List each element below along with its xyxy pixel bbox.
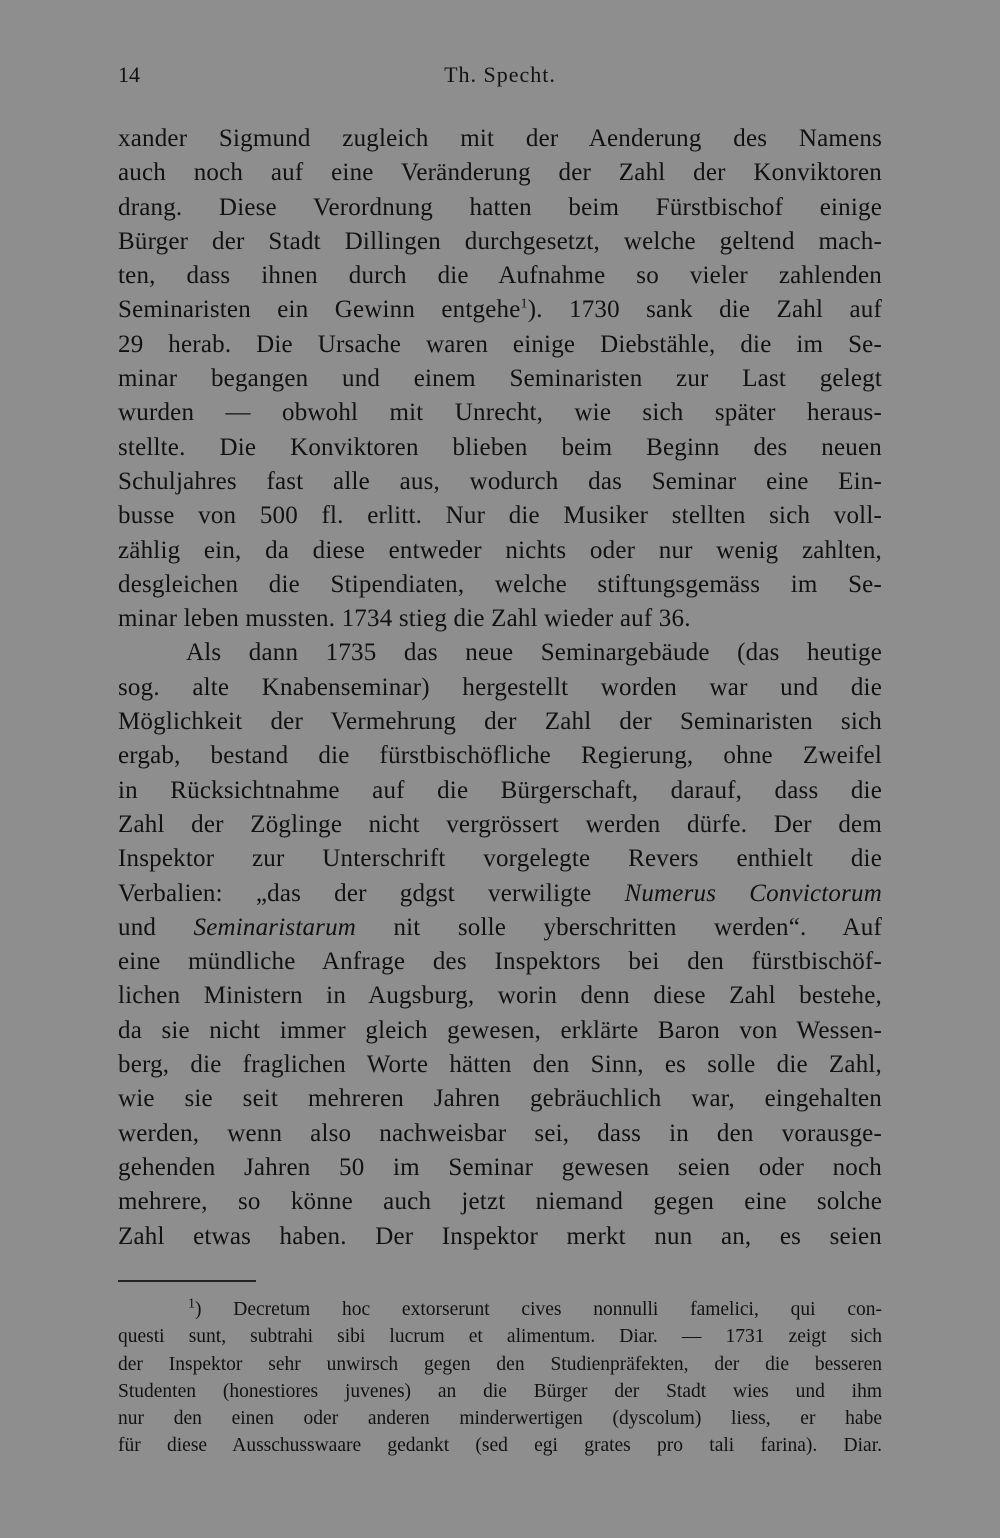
text-line: berg, die fraglichen Worte hätten den Sinn, es solle die Zahl,: [118, 1051, 882, 1079]
text-line: [118, 911, 882, 945]
text-line: Schuljahres fast alle aus, wodurch das Seminar eine Ein-: [118, 467, 882, 495]
footnote-line: [118, 1296, 882, 1323]
text-line: zählig ein, da diese entweder nichts oder nur wenig zahlten,: [118, 536, 882, 564]
footnote: [118, 1296, 882, 1460]
text-line: Zahl etwas haben. Der Inspektor merkt nun an, es seien: [118, 1222, 882, 1250]
text-line: wurden — obwohl mit Unrecht, wie sich später heraus-: [118, 399, 882, 427]
text-line: ten, dass ihnen durch die Aufnahme so vieler zahlenden: [118, 262, 882, 290]
text-line: busse von 500 fl. erlitt. Nur die Musiker stellten sich voll-: [118, 502, 882, 530]
page-header: [118, 62, 882, 96]
footnote-line: für diese Ausschusswaare gedankt (sed egi grates pro tali farina). Diar.: [118, 1435, 882, 1457]
footnote-marker: 1: [520, 297, 528, 313]
italic-phrase: Seminaristarum: [193, 913, 357, 941]
footnote-line: der Inspektor sehr unwirsch gegen den Studienpräfekten, der die besseren: [118, 1353, 882, 1375]
text-line: auch noch auf eine Veränderung der Zahl der Konviktoren: [118, 159, 882, 187]
text-line: wie sie seit mehreren Jahren gebräuchlich war, eingehalten: [118, 1085, 882, 1113]
text-line: da sie nicht immer gleich gewesen, erklärte Baron von Wessen-: [118, 1016, 882, 1044]
text-line: in Rücksichtnahme auf die Bürgerschaft, darauf, dass die: [118, 776, 882, 804]
text-line: gehenden Jahren 50 im Seminar gewesen seien oder noch: [118, 1153, 882, 1181]
footnote-line: nur den einen oder anderen minderwertigen (dyscolum) liess, er habe: [118, 1408, 882, 1430]
text-segment: Seminaristen ein Gewinn entgehe: [118, 296, 521, 324]
text-segment: ). 1730 sank die Zahl auf: [527, 296, 882, 324]
text-line: Inspektor zur Unterschrift vorgelegte Revers enthielt die: [118, 845, 882, 873]
text-line: lichen Ministern in Augsburg, worin denn diese Zahl bestehe,: [118, 982, 882, 1010]
text-line: xander Sigmund zugleich mit der Aenderung des Namens: [118, 125, 882, 152]
text-line: [118, 293, 882, 327]
text-line: stellte. Die Konviktoren blieben beim Beginn des neuen: [118, 433, 882, 461]
footnote-line: Studenten (honestiores juvenes) an die Bürger der Stadt wies und ihm: [118, 1380, 882, 1402]
text-line: Als dann 1735 das neue Seminargebäude (das heutige: [186, 639, 882, 667]
text-segment: Verbalien: „das der gdgst verwiligte: [118, 879, 592, 907]
running-head: Th. Specht.: [444, 62, 556, 87]
footnote-divider: [118, 1280, 256, 1282]
text-line: [118, 877, 882, 911]
text-line: mehrere, so könne auch jetzt niemand gegen eine solche: [118, 1188, 882, 1216]
italic-phrase: Numerus Convictorum: [624, 879, 882, 907]
text-line: 29 herab. Die Ursache waren einige Diebstähle, die im Se-: [118, 330, 882, 358]
text-line: minar begangen und einem Seminaristen zur Last gelegt: [118, 365, 882, 393]
text-line: Bürger der Stadt Dillingen durchgesetzt, welche geltend mach-: [118, 227, 882, 255]
page-number: 14: [118, 62, 140, 87]
footnote-marker: 1: [188, 1296, 195, 1312]
text-line: sog. alte Knabenseminar) hergestellt worden war und die: [118, 673, 882, 701]
text-line: minar leben mussten. 1734 stieg die Zahl wieder auf 36.: [118, 605, 691, 633]
text-segment: und: [118, 913, 157, 941]
text-line: Zahl der Zöglinge nicht vergrössert werden dürfe. Der dem: [118, 810, 882, 838]
text-line: desgleichen die Stipendiaten, welche stiftungsgemäss im Se-: [118, 570, 882, 598]
text-line: eine mündliche Anfrage des Inspektors bei den fürstbischöf-: [118, 948, 882, 976]
text-line: drang. Diese Verordnung hatten beim Fürstbischof einige: [118, 193, 882, 221]
text-segment: ) Decretum hoc extorserunt cives nonnulli famelici, qui con-: [195, 1299, 882, 1320]
footnote-line: questi sunt, subtrahi sibi lucrum et alimentum. Diar. — 1731 zeigt sich: [118, 1326, 882, 1348]
main-text: [118, 122, 882, 1254]
text-line: werden, wenn also nachweisbar sei, dass in den vorausge-: [118, 1119, 882, 1147]
text-segment: nit solle yberschritten werden“. Auf: [393, 913, 882, 941]
text-line: ergab, bestand die fürstbischöfliche Regierung, ohne Zweifel: [118, 742, 882, 770]
text-line: Möglichkeit der Vermehrung der Zahl der Seminaristen sich: [118, 708, 882, 736]
